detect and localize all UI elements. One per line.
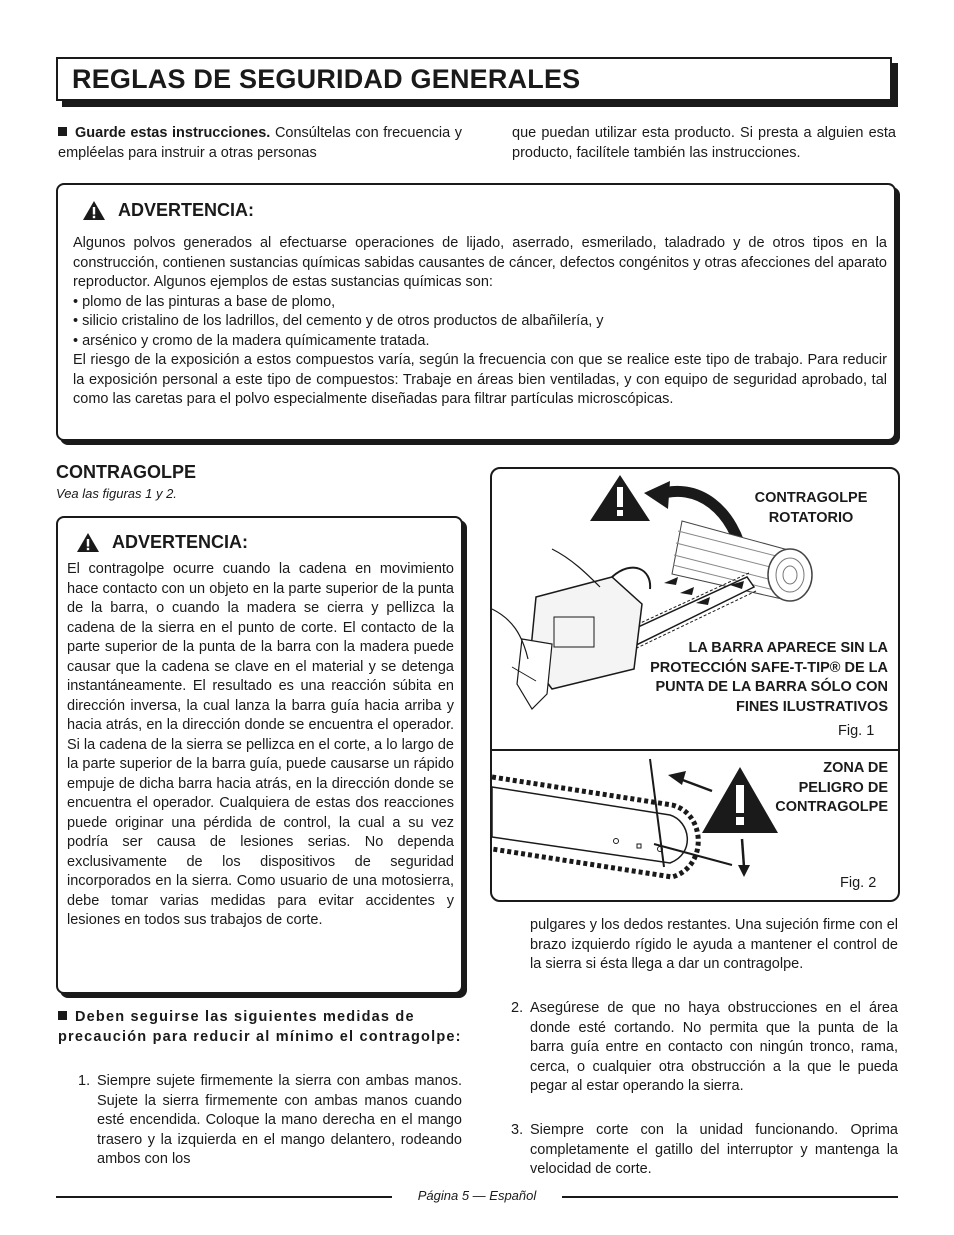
list-number: 2.: [511, 1000, 524, 1016]
fig1-label-bottom: LA BARRA APARECE SIN LA PROTECCIÓN SAFE-T-TIP® DE LA PUNTA DE LA BARRA SÓLO CON FINES ILUSTRATIVOS: [650, 640, 888, 715]
kickback-warning-text: El contragolpe ocurre cuando la cadena en movimiento hace contacto con un objeto en la parte superior de la punta de la barra, o cuando la madera se cierra y pellizca la cadena de la sierra en el punto de corte. El contacto de la parte superior de la punta de la barra con la madera puede causar que la cadena se clave en el material y se detenga instantáneamente. El resultado es una reacción súbita en dirección inversa, la cual lanza la barra guía hacia arriba y hacia atrás, en la dirección donde se encuentra el operador. Si la cadena de la sierra se pellizca en el corte, a lo largo de la parte superior de la barra guía, puede causarse un rápido empuje de dicha barra hacia atrás, en la dirección donde se encuentra el operador. Cualquiera de estas dos reacciones puede originar una pérdida de control, la cual a su vez podría ser causa de lesiones serias. No dependa exclusivamente de los dispositivos de seguridad incorporados en la sierra. Como usuario de una motosierra, debe tomar varias medidas para evitar accidentes y lesiones en todos sus trabajos de corte.: [67, 561, 454, 928]
intro-text-right: que puedan utilizar esta producto. Si presta a alguien esta producto, facilítele también las instrucciones.: [512, 125, 896, 161]
warning-triangle-icon: [82, 200, 106, 221]
intro-left: [58, 124, 462, 163]
list-number: 3.: [511, 1122, 524, 1138]
intro-right: [512, 124, 896, 163]
warning-para2: El riesgo de la exposición a estos compuestos varía, según la frecuencia con que se realice este tipo de trabajo. Para reducir la exposición personal a este tipo de compuestos: Trabaje en áreas bien ventiladas, y con equipo de seguridad aprobado, tal como las caretas para el polvo especialmente diseñadas para filtrar partículas microscópicas.: [73, 352, 887, 407]
measures-heading: Deben seguirse las siguientes medidas de precaución para reducir al mínimo el contragolpe:: [58, 1009, 462, 1045]
warning-triangle-icon: [702, 767, 778, 833]
intro-text-left: Consúltelas con frecuencia y empléelas para instruir a otras personas: [58, 125, 462, 161]
footer-rule-left: [56, 1196, 392, 1198]
list-item: [511, 999, 898, 1097]
list-number: 1.: [78, 1073, 91, 1089]
footer-rule-right: [562, 1196, 898, 1198]
warning-body: [73, 234, 887, 410]
guide-bar-illustration: [492, 777, 698, 877]
section-subheading: Vea las figuras 1 y 2.: [56, 486, 177, 501]
warning-para1: Algunos polvos generados al efectuarse operaciones de lijado, aserrado, esmerilado, taladrado y de otros tipos en la construcción, contienen sustancias químicas sabidas causantes de cáncer, defectos congénitos y otras afecciones del aparato reproductor. Algunos ejemplos de estas sustancias químicas son:: [73, 235, 887, 290]
fig1-caption: Fig. 1: [838, 723, 875, 739]
arrow-up-icon: [668, 771, 712, 791]
arrow-down-icon: [738, 839, 750, 877]
page-title: REGLAS DE SEGURIDAD GENERALES: [72, 64, 581, 94]
fig2-label: ZONA DE PELIGRO DE CONTRAGOLPE: [775, 760, 888, 815]
intro-bold: Guarde estas instrucciones.: [75, 125, 271, 141]
fig2-caption: Fig. 2: [840, 875, 877, 891]
warning-bullet: • arsénico y cromo de la madera químicamente tratada.: [73, 332, 430, 349]
warning-bullet: • silicio cristalino de los ladrillos, del cemento y de otros productos de albañilería, y: [73, 313, 604, 329]
bullet-square-icon: [58, 127, 67, 136]
list-item: [511, 1121, 898, 1180]
warning-bullet: • plomo de las pinturas a base de plomo,: [73, 293, 336, 310]
warning-box-chemicals: [56, 183, 896, 441]
list-item: [78, 1072, 462, 1170]
list-text: Siempre sujete firmemente la sierra con ambas manos. Sujete la sierra firmemente con ambas manos cuando esté encendida. Coloque la mano derecha en el mango trasero y la izquierda en el mango delantero, rodeando ambos con los: [97, 1073, 462, 1167]
bullet-square-icon: [58, 1011, 67, 1020]
list-text: pulgares y los dedos restantes. Una sujeción firme con el brazo izquierdo rígido le ayuda a mantener el control de la sierra si ésta llega a dar un contragolpe.: [530, 917, 898, 972]
warning-body: [67, 560, 454, 931]
figure-box: [490, 467, 900, 902]
list-text: Siempre corte con la unidad funcionando. Oprima completamente el gatillo del interruptor y mantenga la velocidad de corte.: [530, 1122, 898, 1177]
list-item-continued: [530, 916, 898, 975]
warning-triangle-icon: [76, 532, 100, 553]
warning-triangle-icon: [590, 475, 650, 521]
list-text: Asegúrese de que no haya obstrucciones en el área donde esté cortando. No permita que la punta de la barra guía entre en contacto con ningún tronco, rama, cerca, o cualquier otra obstrucción a la que le pueda pegar al estar operando la sierra.: [530, 1000, 898, 1094]
fig1-label-top: CONTRAGOLPE ROTATORIO: [754, 490, 868, 526]
warning-heading: ADVERTENCIA:: [118, 200, 255, 220]
page-title-box: [56, 57, 892, 101]
section-heading: CONTRAGOLPE: [56, 462, 197, 482]
page-footer: Página 5 — Español: [417, 1188, 537, 1203]
warning-heading: ADVERTENCIA:: [112, 532, 249, 552]
warning-box-kickback: [56, 516, 463, 994]
